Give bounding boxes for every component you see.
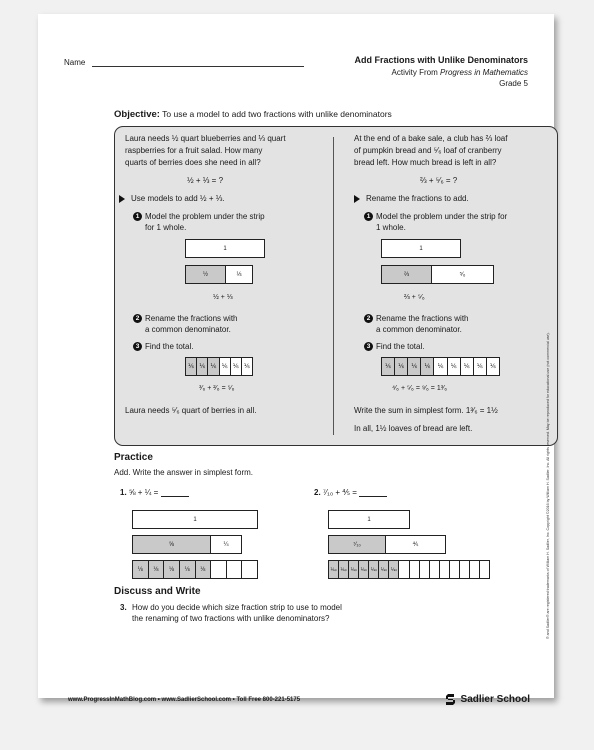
left-instruction (119, 193, 225, 204)
arrow-bullet-icon (354, 195, 360, 203)
tenth-cell: ⅒ (338, 561, 348, 578)
sixth-cell: ⅙ (460, 358, 473, 375)
right-instruction-text: Rename the fractions to add. (366, 194, 469, 203)
seven-tenths-cell: ⁷⁄₁₀ (329, 536, 385, 553)
left-whole-strip (185, 239, 265, 258)
two-thirds-cell: ⅔ (382, 266, 431, 283)
tenth-cell[interactable] (459, 561, 469, 578)
left-half-third-strip (185, 265, 253, 284)
eighth-cell: ⅛ (148, 561, 164, 578)
sadlier-s-icon (445, 693, 456, 706)
eighth-cell: ⅛ (179, 561, 195, 578)
activity-source (392, 67, 528, 78)
tenth-cell: ⅒ (329, 561, 338, 578)
left-problem-line-2: raspberries for a fruit salad. How many (125, 146, 263, 155)
step-2-icon: 2 (133, 314, 142, 323)
eighth-cell: ⅛ (195, 561, 211, 578)
problem-2-whole-strip (328, 510, 410, 529)
tenth-cell[interactable] (449, 561, 459, 578)
objective-text: To use a model to add two fractions with unlike denominators (162, 109, 392, 119)
footer-contact: www.ProgressInMathBlog.com • www.SadlierSchool.com • Toll Free 800-221-5175 (68, 697, 301, 703)
practice-problem-2 (314, 488, 387, 497)
problem-1-expr: ⅝ + ¼ = (128, 488, 159, 497)
whole-cell: 1 (223, 245, 227, 252)
practice-instruction: Add. Write the answer in simplest form. (114, 468, 254, 477)
whole-cell: 1 (193, 516, 197, 523)
right-step2-text: Rename the fractions with (376, 314, 469, 323)
worksheet-title: Add Fractions with Unlike Denominators (354, 55, 528, 65)
right-sixths-strip (381, 357, 500, 376)
eighth-cell: ⅛ (133, 561, 148, 578)
right-step1-text: Model the problem under the strip for (376, 212, 508, 221)
sixth-cell: ⅙ (207, 358, 218, 375)
right-step2-line2: a common denominator. (376, 325, 462, 334)
right-instruction (354, 193, 469, 204)
right-whole-strip (381, 239, 461, 258)
left-equation: ½ + ⅓ = ? (187, 176, 224, 185)
right-problem-line-2: of pumpkin bread and ⁵⁄₆ loaf of cranberry (354, 146, 502, 155)
objective (114, 109, 392, 120)
tenth-cell[interactable] (429, 561, 439, 578)
right-problem-line-3: bread left. How much bread is left in all? (354, 158, 497, 167)
step-1-icon: 1 (133, 212, 142, 221)
right-problem-line-1: At the end of a bake sale, a club has ⅔ loaf (354, 134, 508, 143)
one-fourth-cell: ¼ (210, 536, 241, 553)
four-fifths-cell: ⅘ (385, 536, 445, 553)
eighth-cell[interactable] (226, 561, 242, 578)
right-thirds-sixths-strip (381, 265, 494, 284)
sixth-cell: ⅙ (420, 358, 433, 375)
problem-2-tenths-strip (328, 560, 490, 579)
right-model-expr: ⅔ + ⁵⁄₆ (404, 294, 425, 301)
five-sixths-cell: ⁵⁄₆ (431, 266, 493, 283)
sadlier-logo (445, 693, 530, 706)
left-step3 (133, 341, 193, 352)
tenth-cell: ⅒ (378, 561, 388, 578)
left-sixths-strip (185, 357, 253, 376)
right-simplest: Write the sum in simplest form. 1³⁄₆ = 1½ (354, 406, 498, 415)
arrow-bullet-icon (119, 195, 125, 203)
discuss-title: Discuss and Write (114, 586, 201, 597)
third-cell: ⅓ (225, 266, 252, 283)
tenth-cell[interactable] (419, 561, 429, 578)
sixth-cell: ⅙ (433, 358, 446, 375)
discuss-line-2: the renaming of two fractions with unlike denominators? (132, 614, 330, 623)
activity-prefix: Activity From (391, 68, 440, 77)
left-instruction-text: Use models to add ½ + ⅓. (131, 194, 225, 203)
tenth-cell: ⅒ (368, 561, 378, 578)
right-step1-line2: 1 whole. (376, 223, 406, 232)
sixth-cell: ⅙ (447, 358, 460, 375)
objective-label: Objective: (114, 109, 160, 120)
sixth-cell: ⅙ (196, 358, 207, 375)
problem-2-answer-blank[interactable] (359, 489, 387, 497)
problem-1-eighths-strip (132, 560, 258, 579)
tenth-cell: ⅒ (348, 561, 358, 578)
eighth-cell: ⅛ (163, 561, 179, 578)
problem-1-whole-strip (132, 510, 258, 529)
step-1-icon: 1 (364, 212, 373, 221)
worksheet-page (38, 14, 554, 705)
left-step2 (133, 313, 238, 324)
sixth-cell: ⅙ (186, 358, 196, 375)
copyright-text: ® and Sadlier® are registered trademarks of William H. Sadlier, Inc. Copyright ©2016 by William H. Sadlier, Inc. All rights reserved. May be reproduced for educational use (not commercial use). (546, 332, 550, 639)
left-model-expr: ½ + ⅓ (213, 294, 233, 301)
left-step2-line2: a common denominator. (145, 325, 231, 334)
eighth-cell[interactable] (241, 561, 257, 578)
sixth-cell: ⅙ (407, 358, 420, 375)
step-3-icon: 3 (133, 342, 142, 351)
sixth-cell: ⅙ (382, 358, 394, 375)
whole-cell: 1 (419, 245, 423, 252)
tenth-cell: ⅒ (358, 561, 368, 578)
practice-title: Practice (114, 452, 153, 463)
example-panel (114, 126, 558, 446)
eighth-cell[interactable] (210, 561, 226, 578)
sixth-cell: ⅙ (473, 358, 486, 375)
left-step3-text: Find the total. (145, 342, 194, 351)
tenth-cell: ⅒ (388, 561, 398, 578)
five-eighths-cell: ⅝ (133, 536, 210, 553)
problem-1-model-strip (132, 535, 242, 554)
right-example (340, 127, 546, 445)
left-step1-text: Model the problem under the strip (145, 212, 265, 221)
sixth-cell: ⅙ (219, 358, 230, 375)
sixth-cell: ⅙ (486, 358, 499, 375)
right-step3 (364, 341, 424, 352)
left-problem-line-1: Laura needs ½ quart blueberries and ⅓ quart (125, 134, 286, 143)
step-3-icon: 3 (364, 342, 373, 351)
tenth-cell[interactable] (479, 561, 489, 578)
left-example (115, 127, 321, 445)
discuss-question (120, 602, 342, 623)
grade-label: Grade 5 (499, 79, 528, 88)
discuss-number: 3. (120, 603, 127, 612)
discuss-line-1: How do you decide which size fraction strip to use to model (132, 603, 342, 612)
practice-problem-1 (120, 488, 189, 497)
left-problem-line-3: quarts of berries does she need in all? (125, 158, 261, 167)
problem-1-answer-blank[interactable] (161, 489, 189, 497)
sixth-cell: ⅙ (241, 358, 252, 375)
tenth-cell[interactable] (398, 561, 408, 578)
step-2-icon: 2 (364, 314, 373, 323)
right-equation: ⅔ + ⁵⁄₆ = ? (420, 176, 458, 185)
tenth-cell[interactable] (439, 561, 449, 578)
sixth-cell: ⅙ (394, 358, 407, 375)
copyright-note (546, 309, 554, 639)
right-answer: In all, 1½ loaves of bread are left. (354, 424, 473, 433)
right-total-expr: ⁴⁄₆ + ⁵⁄₆ = ⁹⁄₆ = 1³⁄₆ (392, 385, 448, 392)
name-label: Name (64, 58, 86, 67)
sadlier-logo-text: Sadlier School (460, 694, 530, 705)
right-step3-text: Find the total. (376, 342, 425, 351)
name-line[interactable] (92, 66, 304, 67)
left-step1-line2: for 1 whole. (145, 223, 187, 232)
tenth-cell[interactable] (469, 561, 479, 578)
left-step1 (133, 211, 265, 222)
left-step2-text: Rename the fractions with (145, 314, 238, 323)
right-step2 (364, 313, 469, 324)
tenth-cell[interactable] (409, 561, 419, 578)
problem-2-model-strip (328, 535, 446, 554)
panel-divider (333, 137, 334, 435)
sixth-cell: ⅙ (230, 358, 241, 375)
problem-2-number: 2. (314, 488, 321, 497)
left-answer: Laura needs ⁵⁄₆ quart of berries in all. (125, 406, 257, 415)
problem-1-number: 1. (120, 488, 127, 497)
problem-2-expr: ⁷⁄₁₀ + ⅘ = (322, 488, 357, 497)
right-step1 (364, 211, 507, 222)
half-cell: ½ (186, 266, 225, 283)
whole-cell: 1 (367, 516, 371, 523)
left-total-expr: ³⁄₆ + ²⁄₆ = ⁵⁄₆ (199, 385, 235, 392)
activity-book: Progress in Mathematics (439, 68, 528, 77)
